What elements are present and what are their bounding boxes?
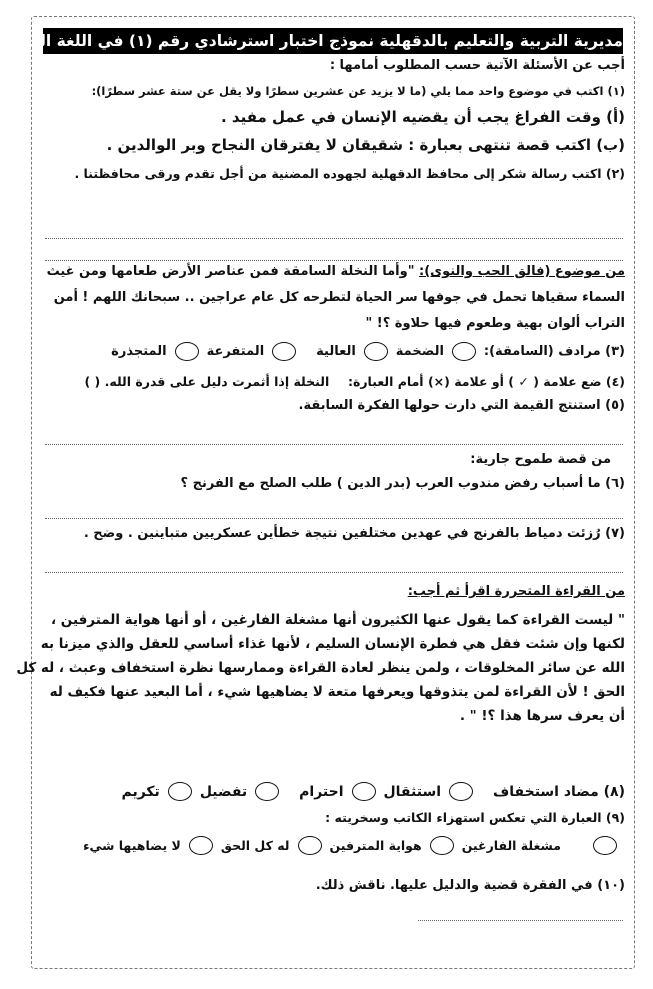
passage2-source: من القراءة المتحررة اقرأ ثم أجب: (407, 584, 625, 599)
q10-prompt: (١٠) في الفقرة قضية والدليل عليها. ناقش ذلك. (315, 878, 625, 893)
passage1-line-3: التراب ألوان بهية وطعوم فيها حلاوة ؟! " (365, 316, 625, 331)
q8-option-circle[interactable] (352, 782, 376, 801)
q1-option-b: (ب) اكتب قصة تنتهى بعبارة : شقيقان لا يفترقان النجاح وبر الوالدين . (106, 136, 625, 154)
q9-prompt: (٩) العبارة التي تعكس استهزاء الكاتب وسخريته : (325, 810, 625, 825)
q3-option-label: المتفرعة (206, 344, 265, 359)
q9-option-label: لا يضاهيها شيء (83, 838, 181, 853)
q8-option-label: تفضيل (199, 783, 248, 800)
q9-option-label: هواية المترفين (329, 838, 422, 853)
answer-line[interactable] (45, 238, 623, 239)
q7-prompt: (٧) رُزئت دمياط بالفرنج في عهدين مختلفين نتيجة خطأين عسكريين متباينين . وضح . (83, 526, 625, 541)
q6-prompt: (٦) ما أسباب رفض مندوب العرب (بدر الدين ) طلب الصلح مع الفرنج ؟ (180, 476, 625, 491)
q8-option-label: احترام (299, 783, 344, 800)
passage2-text (16, 608, 625, 728)
q1-option-a: (أ) وقت الفراغ يجب أن يقضيه الإنسان في عمل مفيد . (221, 108, 625, 126)
q4-prompt: (٤) ضع علامة ( ✓ ) أو علامة (×) أمام العبارة: (347, 374, 625, 389)
page-border (16, 16, 635, 969)
story-source: من قصة طموح جارية: (470, 452, 611, 467)
passage1-line-1 (47, 264, 625, 279)
q4-statement: النخلة إذا أثمرت دليل على قدرة الله. (104, 374, 330, 389)
q3-prompt: (٣) مرادف (السامقة): (483, 344, 625, 359)
q8-option-circle[interactable] (255, 782, 279, 801)
q9-option-circle[interactable] (189, 836, 213, 855)
passage2-line: الله عن سائر المخلوقات ، ولمن ينظر لعادة القراءة وممارسها نظرة استخفاف وعبث ، له كل (16, 660, 625, 676)
q3-row (111, 342, 625, 361)
q4-answer-blank[interactable]: ( ) (84, 374, 101, 389)
q8-option-circle[interactable] (449, 782, 473, 801)
q1-prompt: (١) اكتب في موضوع واحد مما يلي (ما لا يزيد عن عشرين سطرًا ولا يقل عن ستة عشر سطرًا): (91, 84, 625, 98)
passage2-line: أن يعرف سرها هذا ؟! " . (459, 708, 625, 724)
q3-option-label: العالية (316, 344, 356, 359)
q5-prompt: (٥) استنتج القيمة التي دارت حولها الفكرة السابقة. (298, 398, 625, 413)
answer-line[interactable] (45, 260, 623, 261)
q8-prompt: (٨) مضاد استخفاف (493, 783, 625, 800)
q9-option-label: له كل الحق (220, 838, 290, 853)
passage2-line: " ليست القراءة كما يقول عنها الكثيرون أنها مشغلة الفارغين ، أو أنها هواية المترفين ، (50, 612, 625, 628)
answer-line[interactable] (418, 920, 623, 921)
passage2-line: الحق ! لأن القراءة لمن يتذوقها ويعرفها متعة لا يضاهيها شيء ، أما البعيد عنها فكيف له (49, 684, 625, 700)
q3-option-circle[interactable] (175, 342, 199, 361)
q3-option-circle[interactable] (364, 342, 388, 361)
answer-line[interactable] (45, 572, 623, 573)
exam-header-banner: مديرية التربية والتعليم بالدقهلية نموذج اختبار استرشادي رقم (١) في اللغة العربية (43, 28, 623, 54)
answer-line[interactable] (45, 518, 623, 519)
q9-option-circle[interactable] (298, 836, 322, 855)
q3-option-circle[interactable] (452, 342, 476, 361)
q8-row (121, 782, 625, 801)
q3-option-label: الضخمة (395, 344, 444, 359)
passage2-line: لكنها وإن شئت فقل هي فطرة الإنسان السليم ، لأنها غذاء أساسي للعقل والذي ميزنا به (40, 636, 625, 652)
q8-option-circle[interactable] (168, 782, 192, 801)
q9-option-label: مشغلة الفارغين (461, 838, 561, 853)
q4-row (84, 374, 625, 389)
passage1-source: من موضوع (فالق الحب والنوى): (419, 264, 625, 279)
q8-option-label: استثقال (383, 783, 442, 800)
q9-option-circle[interactable] (430, 836, 454, 855)
passage1-text: "وأما النخلة السامقة فمن عناصر الأرض طعامها ومن غيث (46, 264, 415, 279)
instructions: أجب عن الأسئلة الآتية حسب المطلوب أمامها : (329, 58, 625, 73)
q3-option-circle[interactable] (272, 342, 296, 361)
q8-option-label: تكريم (121, 783, 160, 800)
q2-prompt: (٢) اكتب رسالة شكر إلى محافظ الدقهلية لجهوده المضنية من أجل تقدم ورقى محافظتنا . (74, 166, 625, 181)
passage1-line-2: السماء سقياها تحمل في جوفها سر الحياة لتطرحه كل عام عراجين .. سبحانك اللهم ! أمن (53, 290, 625, 305)
q9-row (83, 836, 625, 855)
answer-line[interactable] (45, 444, 623, 445)
q3-option-label: المتجذرة (111, 344, 167, 359)
q9-option-circle[interactable] (593, 836, 617, 855)
